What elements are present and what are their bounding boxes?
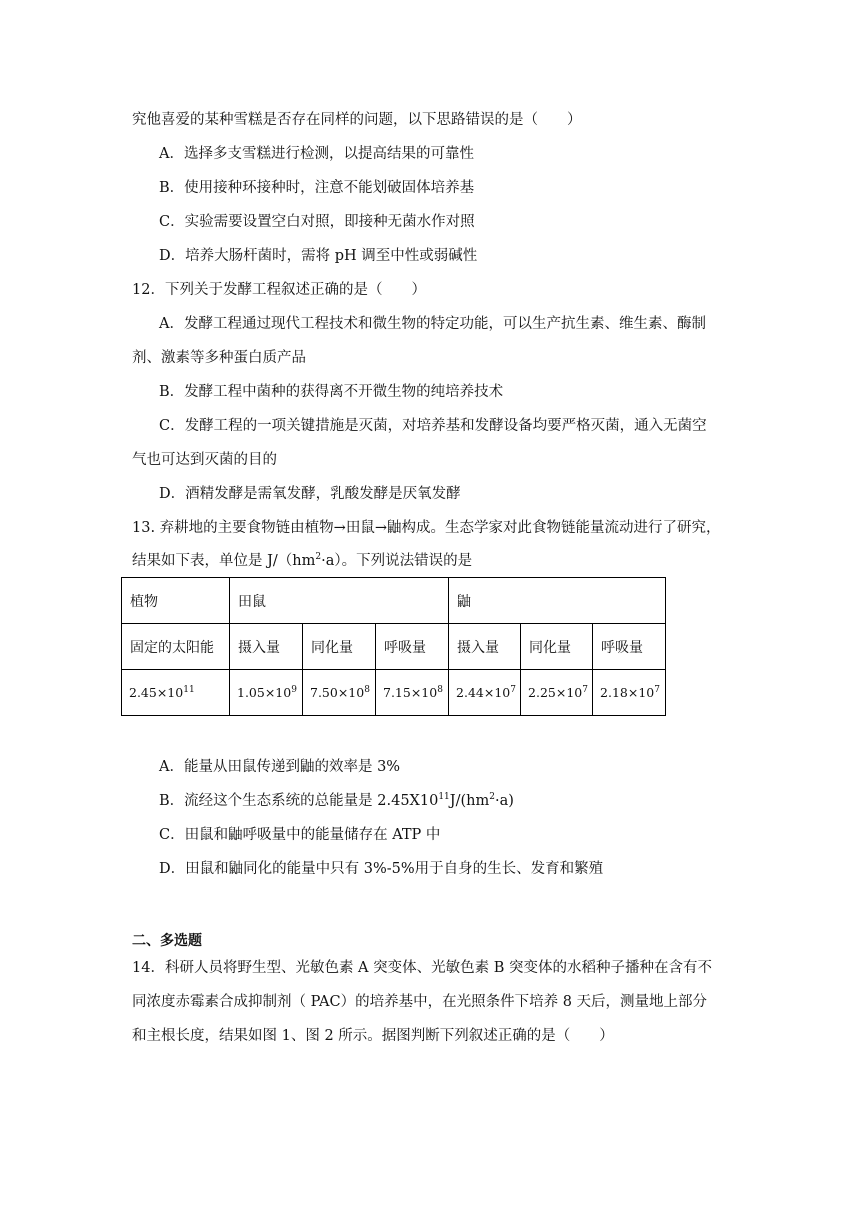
q12-option-a-line2: 剂、激素等多种蛋白质产品 — [132, 350, 306, 366]
energy-flow-table — [121, 577, 666, 716]
q13-stem-line1: 13. 弃耕地的主要食物链由植物→田鼠→鼬构成。生态学家对此食物链能量流动进行了研究， — [132, 520, 721, 536]
subheader-cell: 摄入量 — [230, 624, 303, 670]
q14-stem-line2: 同浓度赤霉素合成抑制剂（ PAC）的培养基中，在光照条件下培养 8 天后，测量地上部分 — [132, 994, 708, 1010]
value-cell: $2.25\times 10^7$ — [521, 670, 593, 716]
subheader-cell: 固定的太阳能 — [122, 624, 230, 670]
table-values-row — [122, 670, 666, 716]
q11-stem-tail: 究他喜爱的某种雪糕是否存在同样的问题，以下思路错误的是（ ） — [132, 112, 582, 128]
q12-option-a-line1: A．发酵工程通过现代工程技术和微生物的特定功能，可以生产抗生素、维生素、酶制 — [159, 316, 706, 332]
q13-stem-line2: 结果如下表，单位是 $J/(hm^2\cdot a)$。下列说法错误的是 — [132, 552, 473, 569]
value-cell: $2.44\times 10^7$ — [449, 670, 521, 716]
q14-stem-line1: 14．科研人员将野生型、光敏色素 A 突变体、光敏色素 B 突变体的水稻种子播种在含有不 — [132, 960, 713, 976]
q12-option-c-line1: C．发酵工程的一项关键措施是灭菌，对培养基和发酵设备均要严格灭菌，通入无菌空 — [159, 418, 707, 434]
section-heading-multi-choice: 二、多选题 — [132, 933, 202, 949]
value-cell: $7.15\times 10^8$ — [376, 670, 449, 716]
subheader-cell: 呼吸量 — [593, 624, 666, 670]
q14-stem-line3: 和主根长度，结果如图 1、图 2 所示。据图判断下列叙述正确的是（ ） — [132, 1028, 614, 1044]
q12-option-c-line2: 气也可达到灭菌的目的 — [132, 452, 277, 468]
q13-option-a: A．能量从田鼠传递到鼬的效率是 3% — [159, 759, 401, 775]
q11-option-c: C．实验需要设置空白对照，即接种无菌水作对照 — [159, 214, 475, 230]
value-cell: $2.18\times 10^7$ — [593, 670, 666, 716]
q13-option-b: B．流经这个生态系统的总能量是 $2.45X10^{11}J/(hm^2\cdot a)$ — [159, 792, 514, 809]
table-header-row — [122, 578, 666, 624]
subheader-cell: 同化量 — [521, 624, 593, 670]
value-cell: $7.50\times 10^8$ — [303, 670, 376, 716]
q12-option-d: D．酒精发酵是需氧发酵，乳酸发酵是厌氧发酵 — [159, 486, 461, 502]
q12-stem: 12．下列关于发酵工程叙述正确的是（ ） — [132, 282, 426, 298]
q13-option-c: C．田鼠和鼬呼吸量中的能量储存在 ATP 中 — [159, 827, 441, 843]
header-plant: 植物 — [122, 578, 230, 624]
q11-option-a: A．选择多支雪糕进行检测，以提高结果的可靠性 — [159, 146, 474, 162]
subheader-cell: 摄入量 — [449, 624, 521, 670]
table-subheader-row — [122, 624, 666, 670]
value-cell: $1.05\times 10^9$ — [230, 670, 303, 716]
q13-option-d: D．田鼠和鼬同化的能量中只有 3%-5%用于自身的生长、发育和繁殖 — [159, 861, 604, 877]
q12-option-b: B．发酵工程中菌种的获得离不开微生物的纯培养技术 — [159, 384, 504, 400]
subheader-cell: 同化量 — [303, 624, 376, 670]
header-vole: 田鼠 — [230, 578, 449, 624]
subheader-cell: 呼吸量 — [376, 624, 449, 670]
q11-option-b: B．使用接种环接种时，注意不能划破固体培养基 — [159, 180, 475, 196]
header-weasel: 鼬 — [449, 578, 666, 624]
q11-option-d: D．培养大肠杆菌时，需将 pH 调至中性或弱碱性 — [159, 248, 478, 264]
value-cell: $2.45\times 10^{11}$ — [122, 670, 230, 716]
